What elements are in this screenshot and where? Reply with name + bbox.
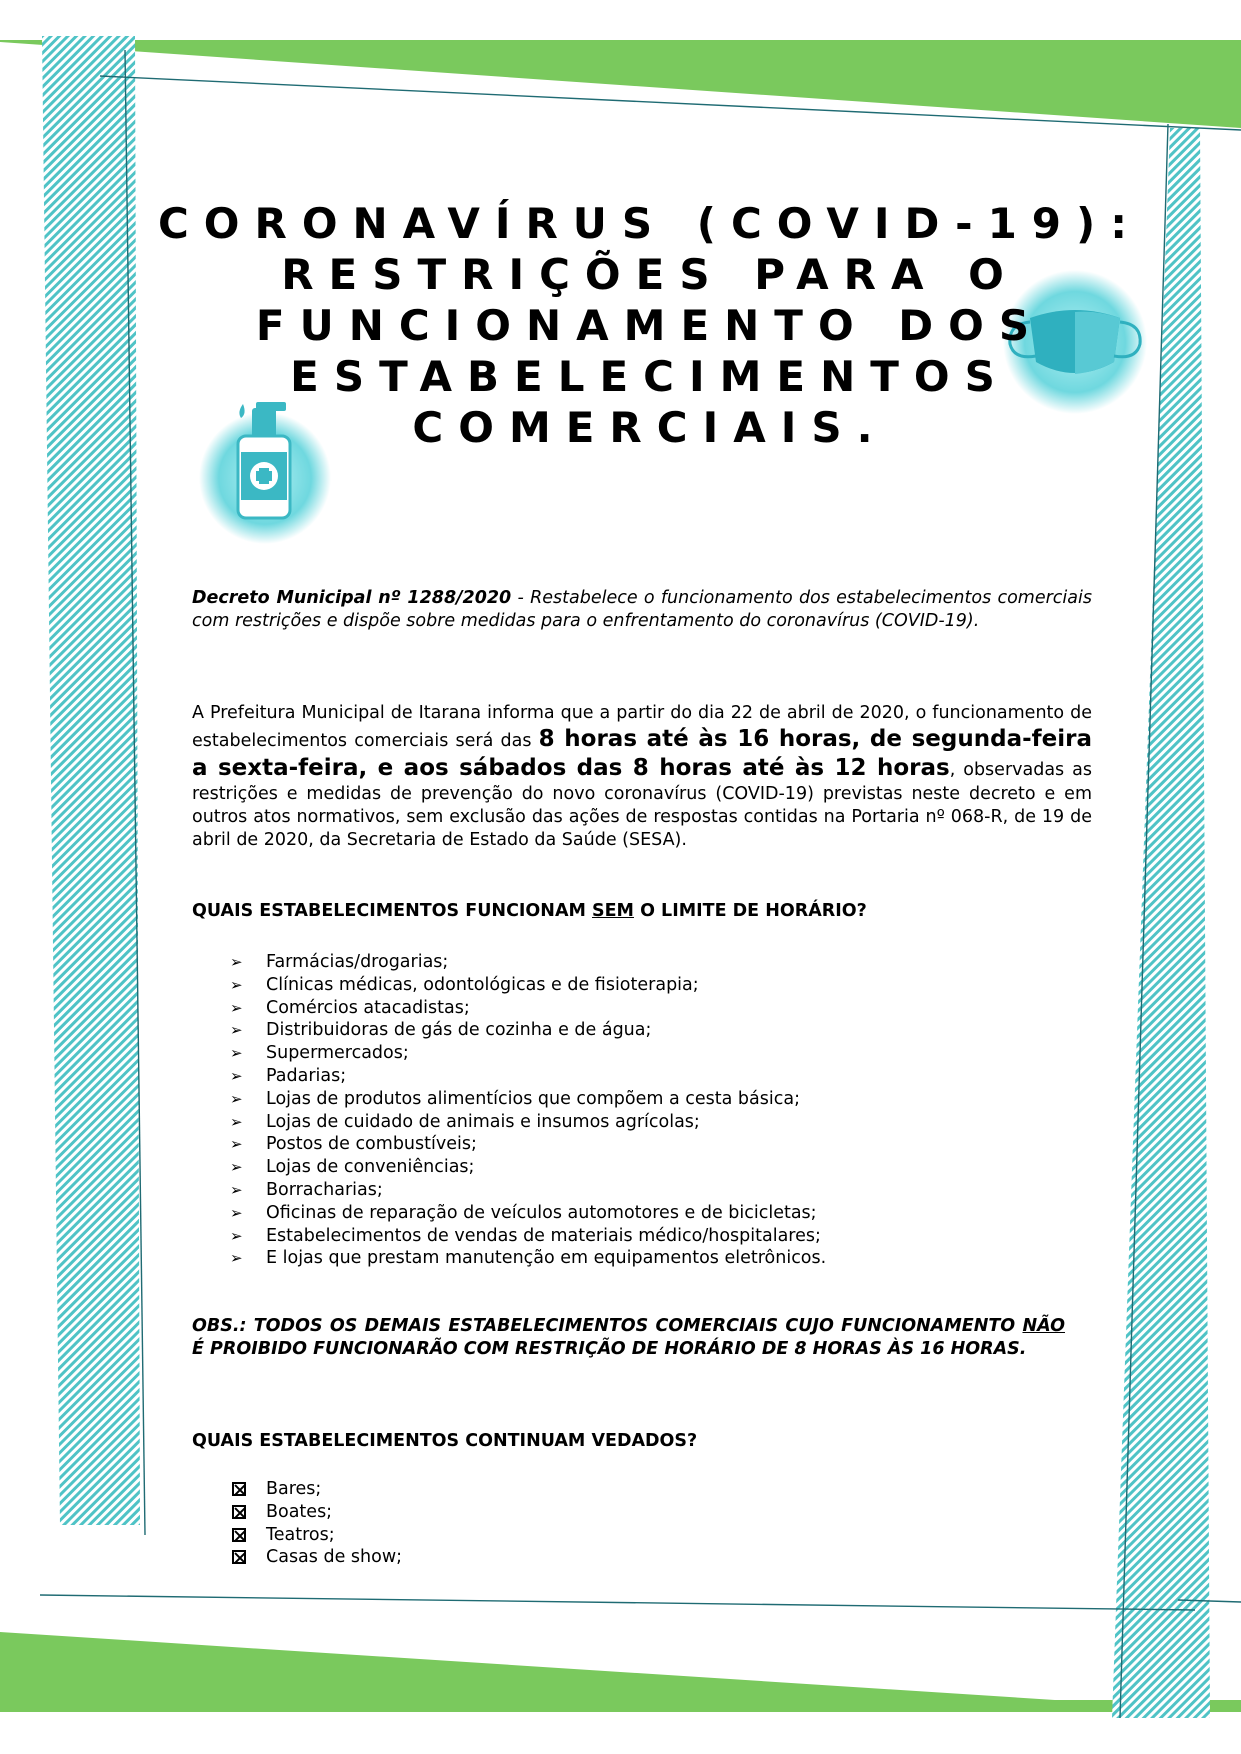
list-item: [230, 1019, 826, 1042]
list-item-label: Bares;: [266, 1479, 322, 1499]
obs-text: É PROIBIDO FUNCIONARÃO COM RESTRIÇÃO DE HORÁRIO DE 8 HORAS ÀS 16 HORAS.: [192, 1339, 1027, 1359]
intro-text-start: A Prefeitura Municipal de Itarana informa que a partir do dia 22 de abril de 2020, o funcionamento de estabelecimentos comerciais será das: [192, 703, 1092, 751]
list-item: [230, 1065, 826, 1088]
obs-emphasis: NÃO: [1022, 1316, 1065, 1336]
decree-text: - Restabelece o funcionamento dos estabelecimentos comerciais com restrições e dispõe sobre medidas para o enfrentamento do coronavírus (COVID-19).: [192, 588, 1092, 631]
list-item-label: Boates;: [266, 1501, 333, 1522]
list-item: [230, 1088, 826, 1111]
list-item: [230, 1042, 826, 1065]
arrow-bullet-icon: ➢: [230, 998, 243, 1017]
no-limit-establishments-list: [230, 951, 826, 1270]
list-item: [230, 1111, 826, 1134]
arrow-bullet-icon: ➢: [230, 1021, 243, 1040]
arrow-bullet-icon: ➢: [230, 1180, 243, 1199]
list-item: [230, 1524, 402, 1547]
section-heading-no-limit: [192, 900, 1092, 923]
list-item-label: Farmácias/drogarias;: [266, 952, 449, 972]
list-item-label: Casas de show;: [266, 1547, 403, 1568]
list-item: [230, 1546, 402, 1569]
heading-text: QUAIS ESTABELECIMENTOS FUNCIONAM: [192, 901, 592, 921]
arrow-bullet-icon: ➢: [230, 953, 243, 971]
crossed-box-icon: [232, 1528, 246, 1542]
obs-note: [192, 1315, 1065, 1361]
intro-paragraph: [192, 702, 1092, 852]
list-item-label: Teatros;: [266, 1524, 335, 1545]
list-item-label: Lojas de conveniências;: [266, 1157, 475, 1178]
list-item-label: Distribuidoras de gás de cozinha e de água;: [266, 1020, 652, 1041]
decree-reference: Decreto Municipal nº 1288/2020: [192, 588, 512, 608]
list-item: [230, 1202, 826, 1225]
list-item: [230, 951, 826, 974]
arrow-bullet-icon: ➢: [230, 1135, 243, 1154]
crossed-box-icon: [232, 1550, 246, 1564]
list-item-label: Lojas de produtos alimentícios que compõem a cesta básica;: [266, 1088, 800, 1109]
arrow-bullet-icon: ➢: [230, 1158, 243, 1177]
heading-text: O LIMITE DE HORÁRIO?: [633, 901, 867, 921]
list-item: [230, 1179, 826, 1202]
list-item-label: Supermercados;: [266, 1043, 409, 1064]
list-item-label: Oficinas de reparação de veículos automotores e de bicicletas;: [266, 1202, 817, 1223]
arrow-bullet-icon: ➢: [230, 1112, 243, 1131]
title-line: RESTRIÇÕES PARA O: [281, 250, 1019, 299]
list-item-label: Lojas de cuidado de animais e insumos agrícolas;: [266, 1111, 700, 1132]
decree-paragraph: [192, 587, 1092, 633]
arrow-bullet-icon: ➢: [230, 1089, 243, 1108]
list-item-label: Comércios atacadistas;: [266, 997, 470, 1018]
title-line: FUNCIONAMENTO DOS: [255, 301, 1045, 350]
title-line: CORONAVÍRUS (COVID-19):: [157, 199, 1143, 248]
list-item: [230, 1247, 826, 1270]
arrow-bullet-icon: ➢: [230, 975, 243, 994]
list-item-label: Clínicas médicas, odontológicas e de fisioterapia;: [266, 974, 699, 995]
list-item: [230, 1156, 826, 1179]
arrow-bullet-icon: ➢: [230, 1226, 243, 1245]
crossed-box-icon: [232, 1505, 246, 1519]
list-item: [230, 1133, 826, 1156]
list-item: [230, 974, 826, 997]
section-heading-prohibited: QUAIS ESTABELECIMENTOS CONTINUAM VEDADOS?: [192, 1431, 698, 1451]
list-item: [230, 1225, 826, 1248]
list-item-label: E lojas que prestam manutenção em equipamentos eletrônicos.: [266, 1248, 827, 1269]
arrow-bullet-icon: ➢: [230, 1066, 243, 1085]
list-item-label: Padarias;: [266, 1065, 347, 1086]
list-item: [230, 997, 826, 1020]
list-item: [230, 1478, 402, 1501]
top-green-band: [0, 42, 1241, 128]
hours-highlight: 8 horas até às 16 horas, de segunda-feira a sexta-feira, e aos sábados das 8 horas até às 12 horas: [192, 726, 1092, 781]
title-line: COMERCIAIS.: [412, 403, 888, 452]
list-item: [230, 1501, 402, 1524]
obs-text: OBS.: TODOS OS DEMAIS ESTABELECIMENTOS COMERCIAIS CUJO FUNCIONAMENTO: [192, 1316, 1023, 1336]
arrow-bullet-icon: ➢: [230, 1044, 243, 1063]
heading-emphasis: SEM: [592, 901, 634, 921]
arrow-bullet-icon: ➢: [230, 1249, 243, 1268]
list-item-label: Borracharias;: [266, 1179, 383, 1200]
left-hatched-strip: [42, 36, 140, 1525]
list-item-label: Postos de combustíveis;: [266, 1134, 477, 1155]
page-title: [150, 198, 1150, 453]
title-line: ESTABELECIMENTOS: [290, 352, 1010, 401]
intro-text-end: , observadas as restrições e medidas de prevenção do novo coronavírus (COVID-19) previstas neste decreto e em outros atos normativos, sem exclusão das ações de respostas contidas na Portaria nº 068-R, de 19 de abril de 2020, da Secretaria de Estado da Saúde (SESA).: [192, 760, 1092, 850]
prohibited-establishments-list: [230, 1478, 402, 1569]
crossed-box-icon: [232, 1482, 246, 1496]
arrow-bullet-icon: ➢: [230, 1203, 243, 1222]
list-item-label: Estabelecimentos de vendas de materiais médico/hospitalares;: [266, 1225, 821, 1246]
